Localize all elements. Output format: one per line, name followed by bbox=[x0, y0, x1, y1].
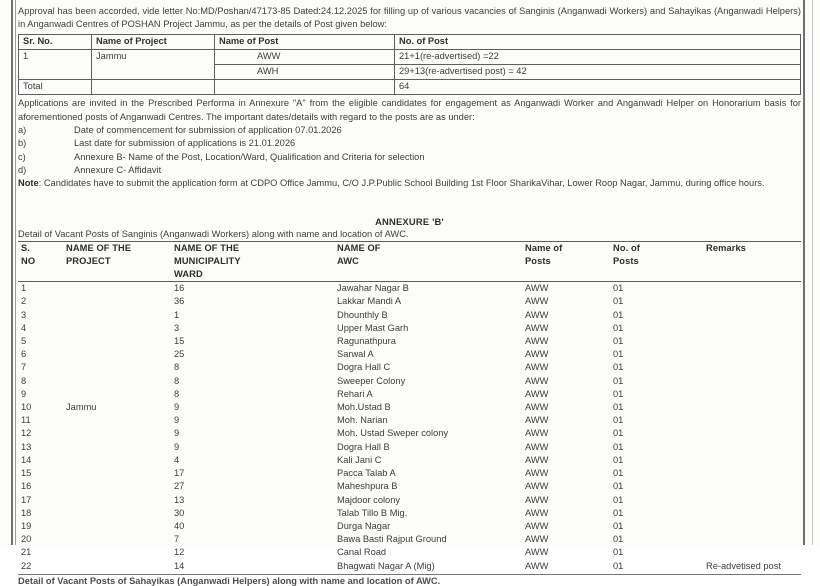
annexure-header-row-1 bbox=[18, 241, 801, 255]
cell-project bbox=[63, 414, 171, 427]
cell-awc: Jawahar Nagar B bbox=[334, 282, 522, 296]
cell-ward: 14 bbox=[174, 560, 185, 571]
annexure-subtitle: Detail of Vacant Posts of Sanginis (Anganwadi Workers) along with name and location of AWC. bbox=[18, 228, 409, 239]
cell-post-no: 01 bbox=[613, 402, 624, 413]
header-name-of-post: Name of Post bbox=[215, 35, 395, 50]
cell-project bbox=[63, 361, 171, 374]
cell-remarks bbox=[703, 309, 801, 322]
list-item bbox=[18, 151, 801, 164]
cell-post-name: AWW bbox=[525, 454, 549, 465]
cell-awc: Majdoor colony bbox=[337, 494, 401, 505]
cell-ward: 16 bbox=[171, 282, 334, 296]
list-item-marker: a) bbox=[18, 124, 27, 135]
cell-post-name: AWW bbox=[525, 296, 549, 307]
cell-sr-no: 1 bbox=[19, 50, 92, 80]
cell-ward: 9 bbox=[174, 441, 180, 452]
cell-sno: 17 bbox=[21, 494, 32, 505]
cell-post-name: AWW bbox=[525, 507, 549, 518]
cell-post-name: AWW bbox=[525, 362, 549, 373]
cell-remarks bbox=[703, 388, 801, 401]
cell-remarks bbox=[703, 361, 801, 374]
header-post-no-line1: No. of bbox=[610, 241, 703, 255]
cell-sno: 5 bbox=[21, 336, 27, 347]
cell-ward: 30 bbox=[174, 507, 185, 518]
header-sr-no: Sr. No. bbox=[19, 35, 92, 50]
cell-post-no: 01 bbox=[613, 494, 624, 505]
note-text: : Candidates have to submit the application form at CDPO Office Jammu, C/O J.P.Public School Building 1st Floor SharikaVihar, Lower Roop Nagar, Jammu, during office hours. bbox=[38, 178, 765, 189]
cell-sno: 11 bbox=[21, 415, 31, 426]
cell-post-name: AWW bbox=[525, 322, 549, 333]
cell-ward: 8 bbox=[174, 388, 180, 399]
cell-remarks bbox=[703, 520, 801, 533]
cell-awc: Sarwal A bbox=[337, 349, 374, 360]
cell-awc: Bhagwati Nagar A (Mig) bbox=[337, 560, 435, 571]
header-post-name-line1: Name of bbox=[522, 241, 610, 255]
header-sno-line1: S. bbox=[18, 241, 63, 255]
cell-project bbox=[63, 348, 171, 361]
table-row bbox=[18, 560, 801, 573]
cell-post-no: 01 bbox=[613, 309, 624, 320]
application-paragraph: Applications are invited in the Prescribed Performa in Annexure "A" from the eligible candidates for engagement as Anganwadi Worker and Anganwadi Helper on Honorarium basis for aforementioned posts of Anganwadi Centres. The important dates/details with regard to the posts are as under: bbox=[18, 98, 801, 122]
cell-total-blank-project bbox=[92, 80, 215, 95]
cell-project bbox=[63, 322, 171, 335]
cell-ward: 17 bbox=[174, 468, 185, 479]
cell-post-name: AWH bbox=[215, 65, 395, 80]
table-row bbox=[18, 282, 801, 296]
cell-ward: 1 bbox=[174, 309, 180, 320]
cell-awc: Moh. Ustad Sweper colony bbox=[337, 428, 449, 439]
cell-post-name: AWW bbox=[525, 349, 549, 360]
cell-sno: 10 bbox=[21, 402, 32, 413]
cell-post-name: AWW bbox=[525, 336, 549, 347]
cell-project bbox=[63, 454, 171, 467]
header-ward-line1: NAME OF THE bbox=[171, 241, 334, 255]
table-row bbox=[18, 546, 801, 559]
next-section-heading: Detail of Vacant Posts of Sahayikas (Anganwadi Helpers) along with name and location of AWC. bbox=[18, 574, 801, 586]
cell-post-name: AWW bbox=[525, 388, 549, 399]
table-row bbox=[18, 494, 801, 507]
cell-sno: 19 bbox=[21, 520, 32, 531]
table-row bbox=[18, 480, 801, 493]
cell-ward: 27 bbox=[174, 481, 185, 492]
table-row bbox=[18, 427, 801, 440]
cell-sno: 13 bbox=[21, 441, 32, 452]
header-sno-line3-blank bbox=[18, 268, 63, 282]
cell-project: Jammu bbox=[66, 402, 97, 413]
header-post-no-line3-blank bbox=[610, 268, 703, 282]
cell-post-no: 01 bbox=[613, 388, 624, 399]
table-row bbox=[18, 520, 801, 533]
cell-remarks bbox=[703, 348, 801, 361]
cell-post-no: 01 bbox=[613, 415, 624, 426]
cell-post-name: AWW bbox=[525, 481, 549, 492]
cell-ward: 40 bbox=[174, 520, 185, 531]
intro-paragraph: Approval has been accorded, vide letter No:MD/Poshan/47173-85 Dated:24.12.2025 for filling up of various vacancies of Sanginis (Anganwadi Workers) and Sahayikas (Anganwadi Helpers) in Anganwadi Centres of POSHAN Project Jammu, as per the details of Post given below: bbox=[18, 6, 801, 30]
cell-awc: Moh.Ustad B bbox=[337, 402, 391, 413]
cell-post-name: AWW bbox=[525, 428, 549, 439]
post-summary-table bbox=[18, 34, 801, 95]
cell-remarks bbox=[703, 546, 801, 559]
page-right-edge-rule bbox=[803, 0, 805, 545]
cell-project bbox=[63, 309, 171, 322]
table-row bbox=[18, 388, 801, 401]
list-item-marker: d) bbox=[18, 165, 27, 176]
cell-post-no: 01 bbox=[613, 454, 624, 465]
cell-project bbox=[63, 441, 171, 454]
list-item bbox=[18, 124, 801, 137]
cell-remarks bbox=[703, 322, 801, 335]
cell-sno: 1 bbox=[18, 282, 63, 296]
cell-post-name: AWW bbox=[525, 402, 549, 413]
header-awc-line1: NAME OF bbox=[334, 241, 522, 255]
cell-sno: 22 bbox=[21, 560, 32, 571]
cell-awc: Rehari A bbox=[337, 388, 373, 399]
cell-awc: Dogra Hall B bbox=[337, 441, 390, 452]
cell-sno: 3 bbox=[21, 309, 27, 320]
cell-ward: 13 bbox=[174, 494, 185, 505]
cell-post-no: 01 bbox=[613, 560, 624, 571]
cell-awc: Pacca Talab A bbox=[337, 468, 396, 479]
cell-post-no: 01 bbox=[613, 481, 624, 492]
cell-post-no: 01 bbox=[610, 282, 703, 296]
cell-ward: 3 bbox=[174, 322, 180, 333]
cell-ward: 36 bbox=[174, 296, 185, 307]
cell-ward: 9 bbox=[174, 428, 180, 439]
table-row bbox=[18, 335, 801, 348]
header-ward-line3: WARD bbox=[174, 269, 203, 280]
cell-total-value: 64 bbox=[395, 80, 801, 95]
header-remarks-blank bbox=[703, 255, 801, 268]
cell-post-no: 01 bbox=[613, 362, 624, 373]
table-row bbox=[18, 507, 801, 520]
cell-ward: 8 bbox=[174, 362, 180, 373]
header-post-name-line3-blank bbox=[522, 268, 610, 282]
header-awc-line2: AWC bbox=[337, 255, 359, 266]
table-row bbox=[18, 454, 801, 467]
cell-awc: Talab Tillo B Mig. bbox=[337, 507, 408, 518]
cell-project bbox=[63, 520, 171, 533]
header-project-line3-blank bbox=[63, 268, 171, 282]
document-content bbox=[18, 0, 801, 586]
cell-awc: Ragunathpura bbox=[337, 336, 396, 347]
list-item-label: Last date for submission of applications is 21.01.2026 bbox=[74, 138, 296, 149]
list-item-label: Annexure B- Name of the Post, Location/Ward, Qualification and Criteria for selection bbox=[74, 151, 425, 162]
list-item-marker: c) bbox=[18, 151, 26, 162]
cell-project: Jammu bbox=[92, 50, 215, 80]
cell-post-name: AWW bbox=[525, 375, 549, 386]
cell-post-no: 01 bbox=[613, 296, 624, 307]
list-item-label: Annexure C- Affidavit bbox=[74, 165, 162, 176]
table-row bbox=[18, 533, 801, 546]
cell-sno: 4 bbox=[21, 322, 27, 333]
cell-ward: 15 bbox=[174, 336, 185, 347]
cell-project bbox=[63, 335, 171, 348]
list-item bbox=[18, 164, 801, 177]
cell-project bbox=[63, 388, 171, 401]
cell-total-label: Total bbox=[19, 80, 92, 95]
header-post-name-line2: Posts bbox=[525, 255, 551, 266]
cell-ward: 8 bbox=[174, 375, 180, 386]
cell-post-no: 01 bbox=[613, 520, 624, 531]
post-summary-thead bbox=[19, 35, 801, 50]
header-remarks-line3-blank bbox=[703, 268, 801, 282]
cell-project bbox=[63, 467, 171, 480]
cell-ward: 4 bbox=[174, 454, 180, 465]
cell-post-name: AWW bbox=[522, 282, 610, 296]
cell-project bbox=[63, 375, 171, 388]
cell-post-count: 21+1(re-advertised) =22 bbox=[395, 50, 801, 65]
annexure-title: ANNEXURE 'B' bbox=[375, 215, 444, 227]
cell-sno: 12 bbox=[21, 428, 32, 439]
header-sno-line2: NO bbox=[21, 255, 36, 266]
page-left-inner-rule bbox=[15, 0, 16, 545]
cell-post-name: AWW bbox=[525, 415, 549, 426]
cell-sno: 18 bbox=[21, 507, 32, 518]
annexure-b-table bbox=[18, 241, 801, 573]
cell-remarks bbox=[703, 441, 801, 454]
cell-remarks bbox=[703, 533, 801, 546]
list-item-marker: b) bbox=[18, 138, 27, 149]
table-row bbox=[18, 295, 801, 308]
header-remarks: Remarks bbox=[703, 241, 801, 255]
annexure-header-row-3 bbox=[18, 268, 801, 282]
cell-awc: Upper Mast Garh bbox=[337, 322, 409, 333]
cell-ward: 25 bbox=[174, 349, 185, 360]
cell-remarks bbox=[703, 401, 801, 414]
cell-post-no: 01 bbox=[613, 547, 624, 558]
cell-remarks bbox=[703, 414, 801, 427]
cell-awc: Durga Nagar bbox=[337, 520, 391, 531]
page-left-edge-rule bbox=[11, 0, 13, 545]
cell-post-name: AWW bbox=[525, 547, 549, 558]
table-row-total bbox=[19, 80, 801, 95]
list-item bbox=[18, 137, 801, 150]
cell-post-name: AWW bbox=[525, 468, 549, 479]
cell-post-no: 01 bbox=[613, 441, 624, 452]
cell-sno: 20 bbox=[21, 534, 32, 545]
cell-project bbox=[63, 480, 171, 493]
table-row bbox=[18, 309, 801, 322]
post-summary-header-row bbox=[19, 35, 801, 50]
table-row bbox=[18, 361, 801, 374]
cell-awc: Dogra Hall C bbox=[337, 362, 391, 373]
cell-sno: 6 bbox=[21, 349, 27, 360]
cell-post-no: 01 bbox=[613, 349, 624, 360]
cell-remarks bbox=[703, 507, 801, 520]
cell-post-no: 01 bbox=[613, 468, 624, 479]
cell-awc: Bawa Basti Rajput Ground bbox=[337, 534, 447, 545]
cell-ward: 9 bbox=[174, 415, 180, 426]
cell-ward: 7 bbox=[174, 534, 180, 545]
cell-remarks bbox=[703, 467, 801, 480]
cell-ward: 9 bbox=[174, 402, 180, 413]
cell-ward: 12 bbox=[174, 547, 185, 558]
cell-remarks bbox=[703, 494, 801, 507]
table-row bbox=[18, 441, 801, 454]
submission-note bbox=[18, 177, 801, 190]
cell-post-count: 29+13(re-advertised post) = 42 bbox=[395, 65, 801, 80]
post-summary-tbody bbox=[19, 50, 801, 95]
cell-project bbox=[63, 546, 171, 559]
cell-post-name: AWW bbox=[525, 520, 549, 531]
cell-awc: Kali Jani C bbox=[337, 454, 382, 465]
cell-project bbox=[63, 427, 171, 440]
annexure-tbody bbox=[18, 282, 801, 573]
cell-remarks bbox=[703, 454, 801, 467]
cell-remarks bbox=[703, 295, 801, 308]
cell-post-name: AWW bbox=[525, 494, 549, 505]
cell-awc: Lakkar Mandi A bbox=[337, 296, 402, 307]
cell-sno: 2 bbox=[21, 296, 27, 307]
cell-awc: Dhounthly B bbox=[337, 309, 388, 320]
cell-sno: 14 bbox=[21, 454, 32, 465]
cell-post-no: 01 bbox=[613, 375, 624, 386]
cell-post-no: 01 bbox=[613, 428, 624, 439]
header-ward-line2: MUNICIPALITY bbox=[174, 255, 241, 266]
cell-post-no: 01 bbox=[613, 336, 624, 347]
cell-sno: 15 bbox=[21, 468, 32, 479]
cell-project bbox=[63, 560, 171, 573]
cell-post-no: 01 bbox=[613, 534, 624, 545]
cell-awc: Moh. Narian bbox=[337, 415, 388, 426]
cell-remarks bbox=[703, 375, 801, 388]
cell-post-name: AWW bbox=[525, 441, 549, 452]
list-item-label: Date of commencement for submission of application 07.01.2026 bbox=[74, 124, 342, 135]
important-dates-list bbox=[18, 124, 801, 178]
table-row bbox=[19, 50, 801, 65]
cell-total-blank-post bbox=[215, 80, 395, 95]
cell-awc: Maheshpura B bbox=[337, 481, 398, 492]
cell-project bbox=[63, 507, 171, 520]
annexure-thead bbox=[18, 241, 801, 282]
table-row bbox=[18, 375, 801, 388]
header-post-no-line2: Posts bbox=[613, 255, 639, 266]
cell-awc: Sweeper Colony bbox=[337, 375, 406, 386]
cell-sno: 9 bbox=[21, 388, 27, 399]
cell-remarks bbox=[703, 480, 801, 493]
cell-project bbox=[63, 494, 171, 507]
cell-awc: Canal Road bbox=[337, 547, 387, 558]
cell-sno: 8 bbox=[21, 375, 27, 386]
header-project-line1: NAME OF THE bbox=[63, 241, 171, 255]
cell-post-name: AWW bbox=[525, 534, 549, 545]
header-project-line2: PROJECT bbox=[66, 255, 111, 266]
cell-sno: 16 bbox=[21, 481, 32, 492]
cell-remarks bbox=[703, 335, 801, 348]
table-row bbox=[18, 348, 801, 361]
header-awc-line3-blank bbox=[334, 268, 522, 282]
cell-remarks bbox=[703, 282, 801, 296]
cell-sno: 21 bbox=[21, 547, 32, 558]
table-row bbox=[18, 401, 801, 414]
annexure-header-row-2 bbox=[18, 255, 801, 268]
cell-post-name: AWW bbox=[525, 309, 549, 320]
cell-post-no: 01 bbox=[613, 322, 624, 333]
header-name-of-project: Name of Project bbox=[92, 35, 215, 50]
cell-sno: 7 bbox=[21, 362, 27, 373]
cell-post-no: 01 bbox=[613, 507, 624, 518]
cell-project bbox=[63, 533, 171, 546]
header-no-of-post: No. of Post bbox=[395, 35, 801, 50]
cell-post-name: AWW bbox=[525, 560, 549, 571]
cell-project bbox=[63, 295, 171, 308]
note-label: Note bbox=[18, 178, 39, 189]
page-right-outer-rule bbox=[812, 0, 813, 545]
cell-remarks: Re-advetised post bbox=[706, 560, 781, 571]
table-row bbox=[18, 467, 801, 480]
cell-remarks bbox=[703, 427, 801, 440]
table-row bbox=[18, 414, 801, 427]
cell-project bbox=[63, 282, 171, 296]
cell-post-name: AWW bbox=[215, 50, 395, 65]
table-row bbox=[18, 322, 801, 335]
